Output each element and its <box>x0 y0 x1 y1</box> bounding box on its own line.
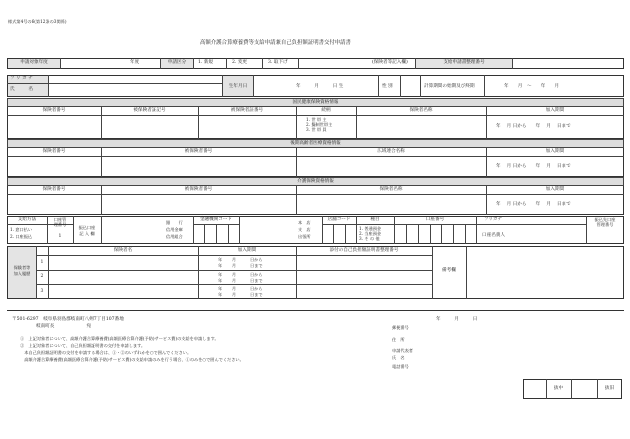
year-unit: 年度 <box>130 60 140 65</box>
phone-label: 電話番号 <box>392 364 409 369</box>
history-row-3: 3 <box>40 289 44 294</box>
bank-kind-bank[interactable]: 銀 行 <box>166 220 183 225</box>
history-col-insurer: 保険者名 <box>113 248 133 253</box>
addressee: 岐南町長 宛 <box>36 324 92 329</box>
history-1-from: 年 月 日から <box>218 257 263 262</box>
sex-label: 性 別 <box>382 84 393 89</box>
account-mgmt-value: 1 <box>58 234 62 239</box>
nhi-col-card-number: 被保険者証番号 <box>230 108 264 113</box>
bank-kind-kumiai[interactable]: 信用組合 <box>166 234 183 239</box>
nhi-col-insurer-name: 保険者名称 <box>409 108 433 113</box>
pay-method-window[interactable]: 1. 窓口払い <box>10 227 33 232</box>
period-label: 計算期間の始期及び終期 <box>424 84 475 89</box>
nhi-col-card-symbol: 被保険者証記号 <box>133 108 166 113</box>
branch-kind-branch[interactable]: 支 店 <box>298 227 311 232</box>
history-label-2: 加入履歴 <box>13 271 31 276</box>
apply-date: 年 月 日 <box>436 317 478 322</box>
history-1-to: 年 月 日まで <box>218 263 263 268</box>
pay-method-transfer[interactable]: 2. 口座振込 <box>10 234 33 239</box>
apply-row <box>7 58 624 69</box>
dest-mgmt-label-2: 管理番号 <box>596 222 614 227</box>
furigana-label: フ リ ガ ナ <box>10 76 33 81</box>
option-new[interactable]: 1. 新規 <box>198 60 214 65</box>
bank-kind-shinkin[interactable]: 信用金庫 <box>166 227 183 232</box>
care-col-period: 加入期間 <box>545 187 565 192</box>
bank-code-label: 金融機関コード <box>199 217 233 222</box>
statement-1: ① 上記対象者について、高額介護合算療養費(高額医療合算介護(予防)サービス費)の支給を申請します。 <box>20 336 219 341</box>
address-label: 住 所 <box>392 337 405 342</box>
postal-code-label: 郵便番号 <box>392 325 409 330</box>
history-2-to: 年 月 日まで <box>218 278 263 283</box>
elderly-col-union: 広域連合名称 <box>377 149 405 154</box>
statement-2: ② 上記対象者について、自己負担額証明書の交付を申請します。 <box>20 343 146 348</box>
payment-number-label: 支給申請書整理番号 <box>443 60 485 65</box>
representative-label: 申請代表者 <box>392 348 413 353</box>
stamp-label-4: 抜旧 <box>604 386 615 391</box>
elderly-col-period: 加入期間 <box>545 149 565 154</box>
history-3-from: 年 月 日から <box>218 286 263 291</box>
applicant-name-label: 氏 名 <box>392 355 405 360</box>
history-3-to: 年 月 日まで <box>218 292 263 297</box>
nhi-relation-1[interactable]: 1. 世 帯 主 <box>306 117 327 122</box>
page-title: 高額介護合算療養費等支給申請兼自己負担額証明書交付申請書 <box>200 40 351 46</box>
transfer-label-1: 振込口座 <box>78 225 96 230</box>
branch-kind-main[interactable]: 本 店 <box>298 220 311 225</box>
pay-method-label: 支給方法 <box>17 217 37 222</box>
branch-kind-office[interactable]: 出張所 <box>298 234 311 239</box>
option-change[interactable]: 2. 変更 <box>232 60 248 65</box>
elderly-header: 後期高齢者医療資格情報 <box>7 139 624 148</box>
insurer-use-box: (保険者等記入欄) <box>372 60 408 65</box>
period-value: 年 月 ～ 年 月 <box>504 84 560 89</box>
history-label-1: 保険者等 <box>13 265 31 270</box>
nhi-col-insurer-no: 保険者番号 <box>42 108 66 113</box>
history-col-period: 加入期間 <box>237 248 257 253</box>
care-col-insured-no: 被保険者番号 <box>184 187 213 192</box>
nhi-col-period: 加入期間 <box>545 108 565 113</box>
holder-name-label: 口座名義人 <box>482 233 505 238</box>
history-row-2: 2 <box>40 274 44 279</box>
option-withdraw[interactable]: 3. 取下げ <box>268 60 288 65</box>
form-number: 様式第4号の6(第12条の3関係) <box>8 19 67 24</box>
account-mgmt-label-1: 口座管 <box>53 217 67 222</box>
branch-code-label: 店舗コード <box>327 217 351 222</box>
apply-year-label: 申請対象年度 <box>20 60 48 65</box>
postal-address: 〒501-6297 岐阜県羽島郡岐南町八剣7丁目107番地 <box>12 317 124 322</box>
dob-label: 生年月日 <box>228 84 248 89</box>
nhi-relation-2[interactable]: 2. 擬制世帯主 <box>306 122 333 127</box>
nhi-col-relation: 続柄 <box>321 108 331 113</box>
nhi-relation-3[interactable]: 3. 世 帯 員 <box>306 127 327 132</box>
care-col-insurer-name: 保険者名称 <box>379 187 403 192</box>
care-period-value: 年 月 日から 年 月 日まで <box>496 202 571 207</box>
transfer-label-2: 記 入 欄 <box>79 231 95 236</box>
apply-type-label: 申請区分 <box>167 60 187 65</box>
statement-3: 本自己負担額証明書の交付を申請する場合は、①・②のいずれかを○で囲んでください。 <box>20 350 192 355</box>
history-row-1: 1 <box>40 260 44 265</box>
holder-furigana-label: フリガナ <box>484 217 503 222</box>
account-number-label: 口座番号 <box>425 217 445 222</box>
account-type-label: 種目 <box>370 217 380 222</box>
account-type-current[interactable]: 2. 当座預金 <box>359 231 382 236</box>
nhi-header: 国民健康保険資格情報 <box>7 98 624 107</box>
account-type-other[interactable]: 3. そ の 他 <box>359 236 380 241</box>
nhi-period-value: 年 月 日から 年 月 日まで <box>496 124 571 129</box>
account-type-ordinary[interactable]: 1. 普通預金 <box>359 226 382 231</box>
elderly-col-insurer-no: 保険者番号 <box>42 149 66 154</box>
history-col-cert-no: 添付の自己負担額証明書整理番号 <box>329 248 399 253</box>
history-2-from: 年 月 日から <box>218 272 263 277</box>
stamp-label-2: 抜中 <box>553 386 564 391</box>
elderly-period-value: 年 月 日から 年 月 日まで <box>496 164 571 169</box>
account-mgmt-label-2: 理番号 <box>53 222 67 227</box>
dob-value: 年 月 日 生 <box>296 84 344 89</box>
statement-4: 高額介護合算療養費(高額医療合算介護(予防)サービス費)の支給申請のみを行う場合、①のみを○で囲んでください。 <box>20 357 244 362</box>
elderly-col-insured-no: 被保険者番号 <box>184 149 213 154</box>
care-header: 介護保険資格情報 <box>7 177 624 186</box>
notes-label: 備考欄 <box>442 268 456 273</box>
name-label: 氏 名 <box>10 87 33 92</box>
care-col-insurer-no: 保険者番号 <box>42 187 66 192</box>
dest-mgmt-label-1: 振込先口座 <box>594 217 616 222</box>
